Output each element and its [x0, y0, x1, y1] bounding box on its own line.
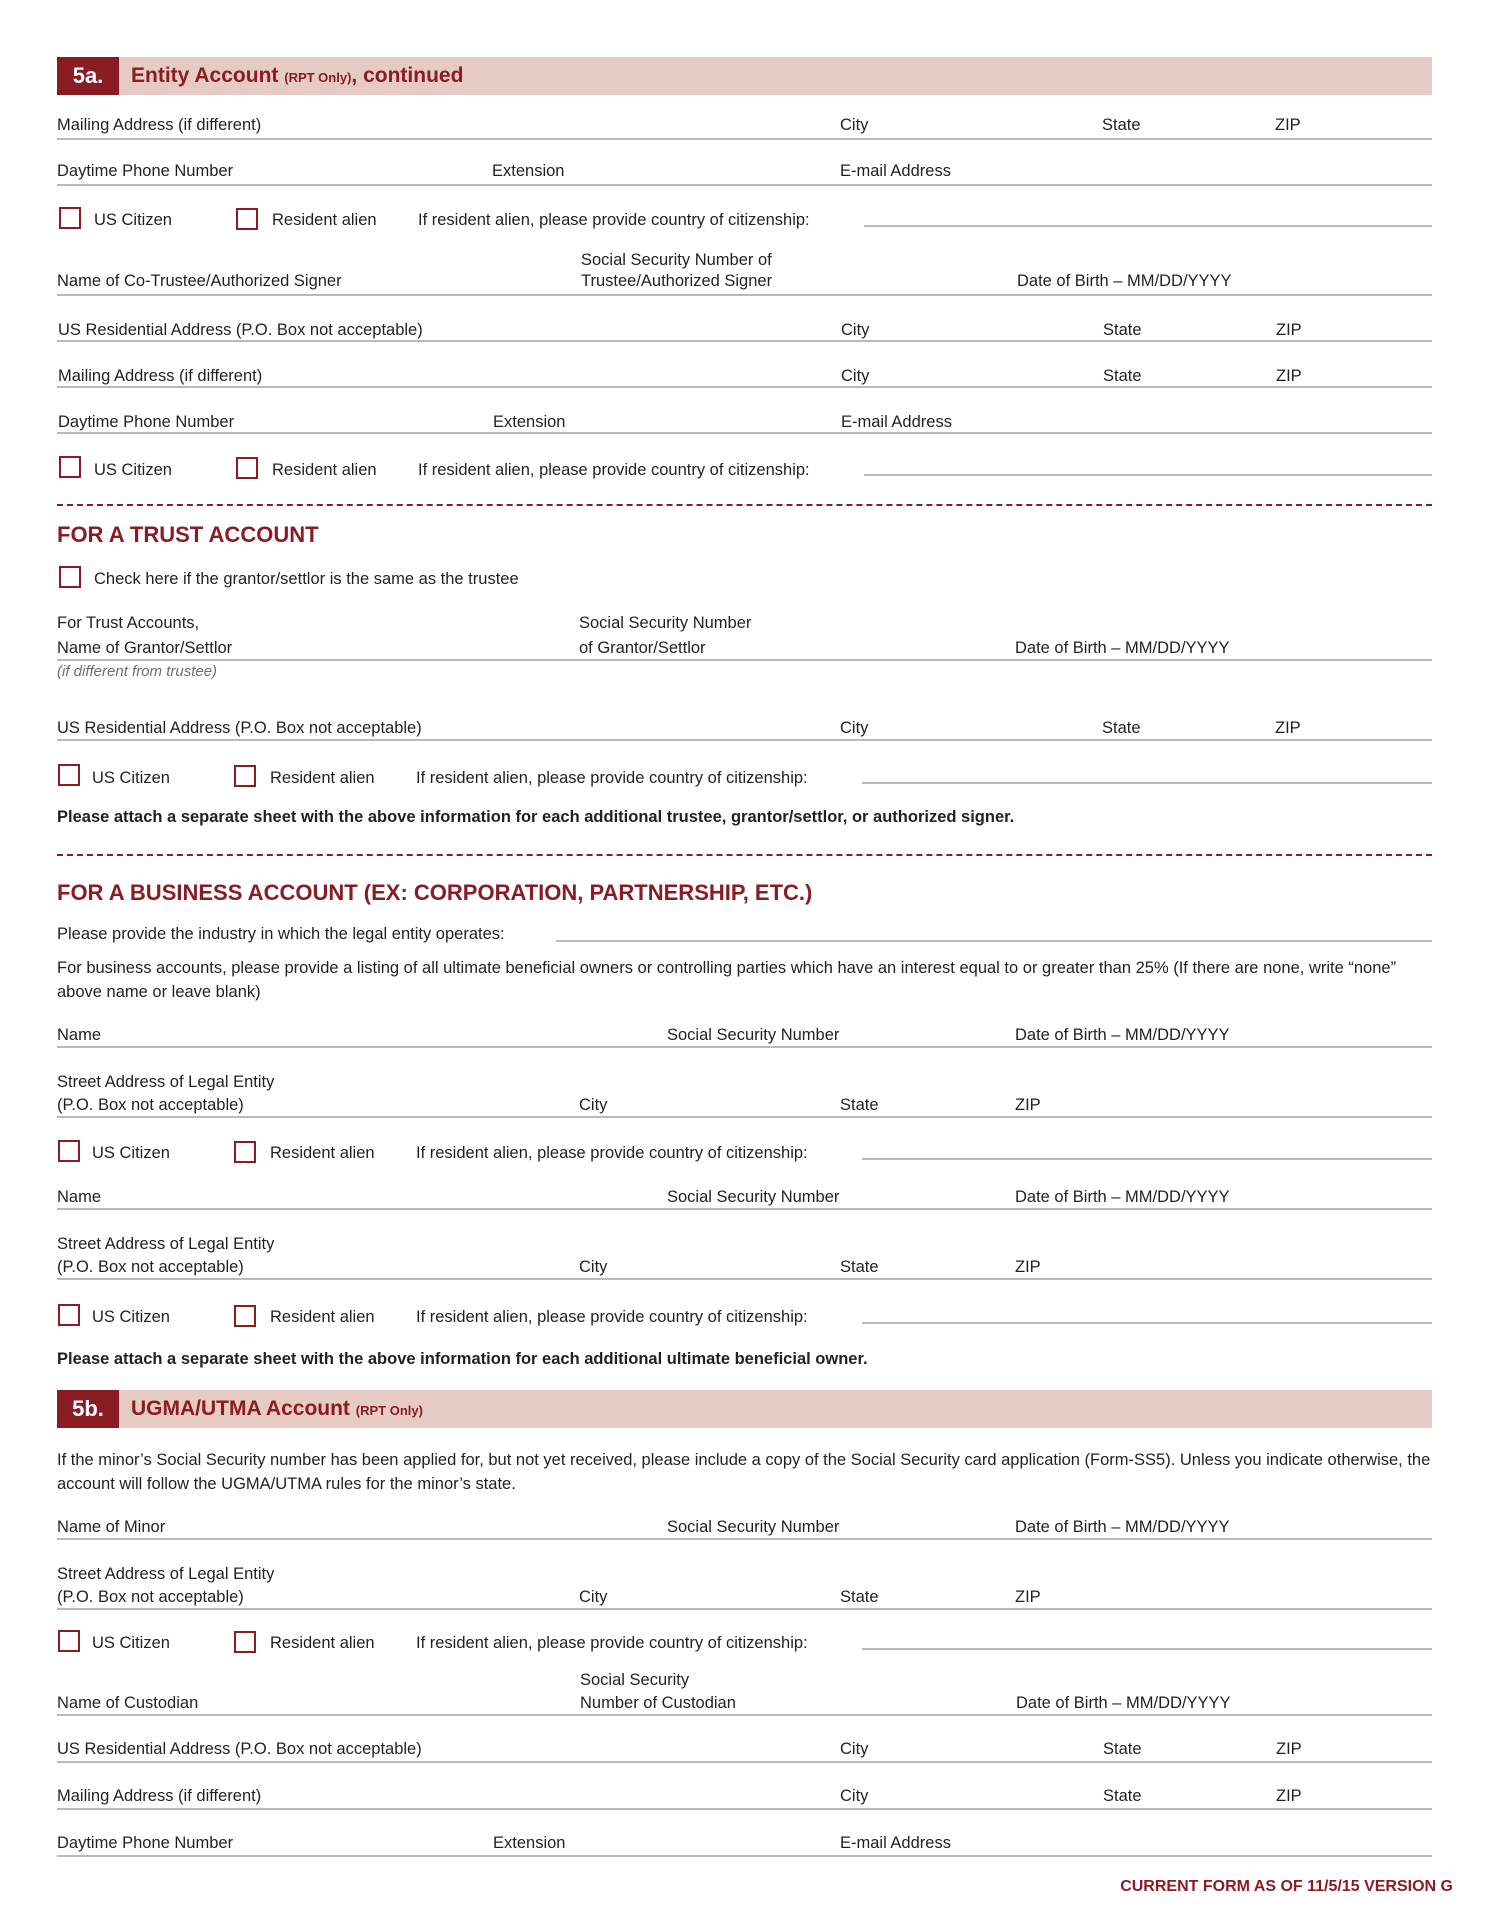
- residential-row-2[interactable]: [57, 716, 1432, 741]
- phone-row-1[interactable]: [57, 156, 1432, 186]
- section-5a-rpt-only: (RPT Only): [284, 70, 352, 85]
- resident-alien-label: Resident alien: [270, 769, 375, 787]
- cotrustee-row[interactable]: [57, 248, 1432, 296]
- phone-row-3[interactable]: [57, 1831, 1432, 1857]
- minor-name-row[interactable]: [57, 1515, 1432, 1540]
- resident-alien-checkbox-3[interactable]: [234, 765, 256, 787]
- trust-heading: FOR A TRUST ACCOUNT: [57, 522, 319, 547]
- trust-note: Please attach a separate sheet with the above information for each additional trustee, grantor/settlor, or authorized signer.: [57, 808, 1015, 826]
- grantor-ssn-label-1: Social Security Number: [579, 614, 752, 632]
- state-label: State: [840, 1096, 879, 1114]
- citizenship-label: If resident alien, please provide country of citizenship:: [416, 1144, 808, 1162]
- resident-alien-checkbox-1[interactable]: [236, 208, 258, 230]
- citizenship-input-5[interactable]: [862, 1322, 1432, 1324]
- owner-1-name-row[interactable]: [57, 1023, 1432, 1048]
- custodian-ssn-label-1: Social Security: [580, 1671, 690, 1689]
- grantor-label-2: Name of Grantor/Settlor: [57, 639, 233, 657]
- section-5a-title: [131, 57, 463, 95]
- section-5a-title-text: Entity Account: [131, 64, 279, 87]
- grantor-ssn-label-2: of Grantor/Settlor: [579, 639, 706, 657]
- business-note: Please attach a separate sheet with the above information for each additional ultimate beneficial owner.: [57, 1350, 868, 1368]
- city-label: City: [579, 1096, 608, 1114]
- extension-label: Extension: [493, 413, 566, 431]
- resident-alien-checkbox-4[interactable]: [234, 1141, 256, 1163]
- ugma-intro: If the minor’s Social Security number has been applied for, but not yet received, please include a copy of the Social Security card application (Form-SS5). Unless you indicate otherwise, the account will follow the UGMA/UTMA rules for the minor’s state.: [57, 1451, 1431, 1493]
- zip-label: ZIP: [1276, 1787, 1302, 1805]
- grantor-row[interactable]: [57, 609, 1432, 661]
- ssn-label: Social Security Number: [667, 1518, 840, 1536]
- citizenship-input-1[interactable]: [864, 225, 1432, 227]
- city-label: City: [579, 1258, 608, 1276]
- zip-label: ZIP: [1276, 1740, 1302, 1758]
- custodian-name-label: Name of Custodian: [57, 1694, 199, 1712]
- zip-label: ZIP: [1015, 1258, 1041, 1276]
- street-label-1: Street Address of Legal Entity: [57, 1565, 275, 1583]
- street-label-1: Street Address of Legal Entity: [57, 1073, 275, 1091]
- custodian-ssn-label-2: Number of Custodian: [580, 1694, 736, 1712]
- residential-row-3[interactable]: [57, 1737, 1432, 1763]
- phone-label: Daytime Phone Number: [58, 413, 235, 431]
- owner-name-label: Name: [57, 1026, 102, 1044]
- owners-instructions: For business accounts, please provide a listing of all ultimate beneficial owners or controlling parties which have an interest equal to or greater than 25% (If there are none, write “none” above name or leave blank): [57, 959, 1397, 1001]
- mailing-address-label: Mailing Address (if different): [57, 116, 262, 134]
- street-label-1: Street Address of Legal Entity: [57, 1235, 275, 1253]
- business-heading: FOR A BUSINESS ACCOUNT (EX: CORPORATION, PARTNERSHIP, ETC.): [57, 880, 813, 905]
- form-version-footer: CURRENT FORM AS OF 11/5/15 VERSION G: [1120, 1878, 1453, 1895]
- dob-label: Date of Birth – MM/DD/YYYY: [1015, 639, 1230, 657]
- citizenship-label: If resident alien, please provide country of citizenship:: [416, 769, 808, 787]
- citizenship-label: If resident alien, please provide country of citizenship:: [416, 1308, 808, 1326]
- cotrustee-ssn-label-1: Social Security Number of: [581, 251, 772, 269]
- dob-label: Date of Birth – MM/DD/YYYY: [1017, 272, 1232, 290]
- ssn-label: Social Security Number: [667, 1188, 840, 1206]
- dob-label: Date of Birth – MM/DD/YYYY: [1016, 1694, 1231, 1712]
- state-label: State: [840, 1258, 879, 1276]
- us-citizen-checkbox-4[interactable]: [58, 1140, 80, 1162]
- cotrustee-name-label: Name of Co-Trustee/Authorized Signer: [57, 272, 342, 290]
- us-citizen-label: US Citizen: [94, 211, 172, 229]
- city-label: City: [840, 1740, 869, 1758]
- zip-label: ZIP: [1275, 719, 1301, 737]
- owner-1-address-row[interactable]: [57, 1070, 1432, 1118]
- city-label: City: [840, 1787, 869, 1805]
- citizenship-label: If resident alien, please provide country of citizenship:: [416, 1634, 808, 1652]
- dob-label: Date of Birth – MM/DD/YYYY: [1015, 1188, 1230, 1206]
- minor-address-row[interactable]: [57, 1562, 1432, 1610]
- city-label: City: [841, 367, 870, 385]
- us-citizen-label: US Citizen: [94, 461, 172, 479]
- state-label: State: [1102, 116, 1141, 134]
- extension-label: Extension: [492, 162, 565, 180]
- city-label: City: [579, 1588, 608, 1606]
- mailing-address-row-2[interactable]: [57, 364, 1432, 388]
- us-citizen-checkbox-5[interactable]: [58, 1304, 80, 1326]
- section-5b-rpt-only: (RPT Only): [355, 1403, 423, 1418]
- resident-alien-checkbox-6[interactable]: [234, 1631, 256, 1653]
- section-divider: [57, 854, 1432, 856]
- resident-alien-checkbox-2[interactable]: [236, 457, 258, 479]
- city-label: City: [840, 719, 869, 737]
- state-label: State: [1103, 1740, 1142, 1758]
- section-5a-header: [57, 57, 1432, 95]
- citizenship-input-2[interactable]: [864, 474, 1432, 476]
- cotrustee-ssn-label-2: Trustee/Authorized Signer: [581, 272, 773, 290]
- email-label: E-mail Address: [841, 413, 952, 431]
- state-label: State: [1103, 367, 1142, 385]
- us-citizen-checkbox-3[interactable]: [58, 764, 80, 786]
- grantor-same-label: Check here if the grantor/settlor is the same as the trustee: [94, 570, 519, 588]
- citizenship-input-3[interactable]: [862, 782, 1432, 784]
- mailing-address-row-1[interactable]: [57, 110, 1432, 140]
- section-5a-continued: , continued: [351, 64, 464, 87]
- resident-alien-label: Resident alien: [272, 461, 377, 479]
- citizenship-input-6[interactable]: [862, 1648, 1432, 1650]
- state-label: State: [840, 1588, 879, 1606]
- mailing-address-row-3[interactable]: [57, 1784, 1432, 1810]
- extension-label: Extension: [493, 1834, 566, 1852]
- us-citizen-label: US Citizen: [92, 1144, 170, 1162]
- us-citizen-label: US Citizen: [92, 1308, 170, 1326]
- owner-name-label: Name: [57, 1188, 102, 1206]
- phone-label: Daytime Phone Number: [57, 162, 234, 180]
- grantor-same-checkbox[interactable]: [59, 566, 81, 588]
- resident-alien-label: Resident alien: [270, 1144, 375, 1162]
- us-citizen-checkbox-1[interactable]: [59, 207, 81, 229]
- dob-label: Date of Birth – MM/DD/YYYY: [1015, 1518, 1230, 1536]
- zip-label: ZIP: [1015, 1096, 1041, 1114]
- residential-label: US Residential Address (P.O. Box not acceptable): [57, 1740, 422, 1758]
- state-label: State: [1103, 1787, 1142, 1805]
- owner-2-address-row[interactable]: [57, 1232, 1432, 1280]
- zip-label: ZIP: [1276, 321, 1302, 339]
- dob-label: Date of Birth – MM/DD/YYYY: [1015, 1026, 1230, 1044]
- mailing-address-label: Mailing Address (if different): [58, 367, 263, 385]
- industry-label: Please provide the industry in which the legal entity operates:: [57, 925, 505, 943]
- residential-label: US Residential Address (P.O. Box not acceptable): [57, 719, 422, 737]
- city-label: City: [840, 116, 869, 134]
- grantor-hint: (if different from trustee): [57, 663, 218, 680]
- section-divider: [57, 504, 1432, 506]
- us-citizen-label: US Citizen: [92, 769, 170, 787]
- email-label: E-mail Address: [840, 1834, 951, 1852]
- ssn-label: Social Security Number: [667, 1026, 840, 1044]
- grantor-label-1: For Trust Accounts,: [57, 614, 200, 632]
- section-5a-badge: 5a.: [57, 57, 119, 95]
- zip-label: ZIP: [1015, 1588, 1041, 1606]
- section-5b-title: [131, 1390, 423, 1428]
- citizenship-label: If resident alien, please provide country of citizenship:: [418, 211, 810, 229]
- section-5b-header: [57, 1390, 1432, 1428]
- resident-alien-label: Resident alien: [272, 211, 377, 229]
- state-label: State: [1103, 321, 1142, 339]
- phone-label: Daytime Phone Number: [57, 1834, 234, 1852]
- resident-alien-label: Resident alien: [270, 1634, 375, 1652]
- residential-row-1[interactable]: [57, 318, 1432, 342]
- street-label-2: (P.O. Box not acceptable): [57, 1258, 244, 1276]
- industry-input[interactable]: [556, 940, 1432, 942]
- street-label-2: (P.O. Box not acceptable): [57, 1096, 244, 1114]
- resident-alien-label: Resident alien: [270, 1308, 375, 1326]
- custodian-row[interactable]: [57, 1668, 1432, 1716]
- zip-label: ZIP: [1275, 116, 1301, 134]
- us-citizen-checkbox-6[interactable]: [58, 1630, 80, 1652]
- section-5b-title-text: UGMA/UTMA Account: [131, 1397, 350, 1420]
- minor-name-label: Name of Minor: [57, 1518, 166, 1536]
- us-citizen-checkbox-2[interactable]: [59, 456, 81, 478]
- section-5b-badge: 5b.: [57, 1390, 119, 1428]
- residential-label: US Residential Address (P.O. Box not acceptable): [58, 321, 423, 339]
- mailing-address-label: Mailing Address (if different): [57, 1787, 262, 1805]
- zip-label: ZIP: [1276, 367, 1302, 385]
- citizenship-label: If resident alien, please provide country of citizenship:: [418, 461, 810, 479]
- resident-alien-checkbox-5[interactable]: [234, 1305, 256, 1327]
- state-label: State: [1102, 719, 1141, 737]
- email-label: E-mail Address: [840, 162, 951, 180]
- us-citizen-label: US Citizen: [92, 1634, 170, 1652]
- citizenship-input-4[interactable]: [862, 1158, 1432, 1160]
- city-label: City: [841, 321, 870, 339]
- street-label-2: (P.O. Box not acceptable): [57, 1588, 244, 1606]
- owner-2-name-row[interactable]: [57, 1185, 1432, 1210]
- phone-row-2[interactable]: [57, 410, 1432, 434]
